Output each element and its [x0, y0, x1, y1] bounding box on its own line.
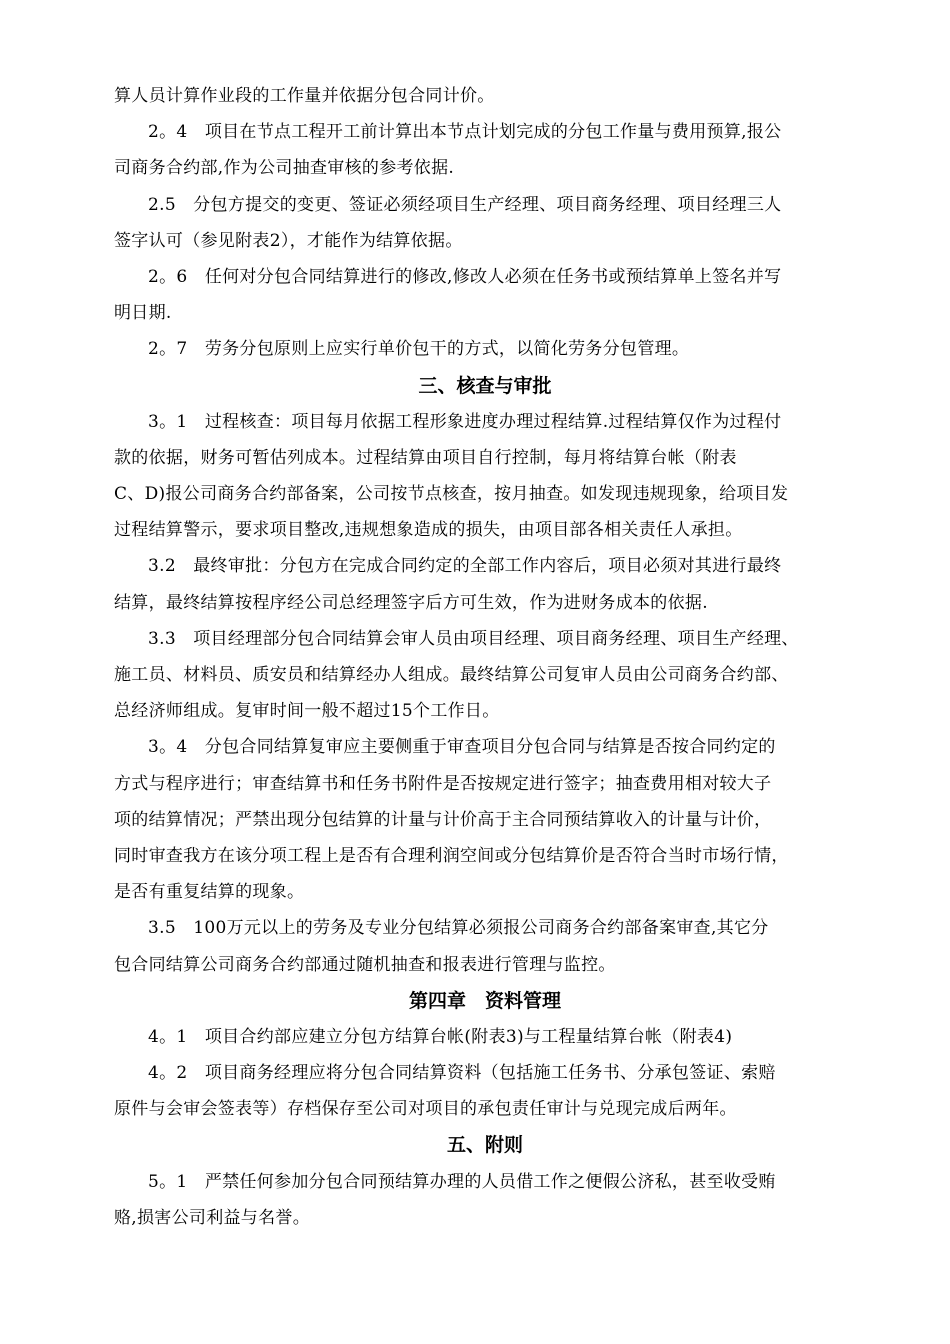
text-line: 方式与程序进行；审查结算书和任务书附件是否按规定进行签字；抽查费用相对较大子	[114, 773, 772, 794]
text-line: C、D)报公司商务合约部备案，公司按节点核查，按月抽查。如发现违规现象，给项目发	[114, 484, 789, 505]
text-line: 赂,损害公司利益与名誉。	[114, 1207, 311, 1228]
text-line: 算人员计算作业段的工作量并依据分包合同计价。	[114, 86, 495, 106]
text-line: 2.5 分包方提交的变更、签证必须经项目生产经理、项目商务经理、项目经理三人	[148, 194, 782, 215]
text-line: 2。4 项目在节点工程开工前计算出本节点计划完成的分包工作量与费用预算,报公	[148, 122, 782, 143]
text-line: 3。1 过程核查：项目每月依据工程形象进度办理过程结算.过程结算仅作为过程付	[148, 411, 782, 432]
text-line: 款的依据，财务可暂估列成本。过程结算由项目自行控制，每月将结算台帐（附表	[114, 447, 737, 468]
text-line: 过程结算警示，要求项目整改,违规想象造成的损失，由项目部各相关责任人承担。	[114, 520, 743, 541]
text-line: 是否有重复结算的现象。	[114, 882, 305, 903]
text-line: 2。7 劳务分包原则上应实行单价包干的方式，以简化劳务分包管理。	[148, 339, 690, 360]
text-line: 2。6 任何对分包合同结算进行的修改,修改人必须在任务书或预结算单上签名并写	[148, 266, 782, 287]
text-line: 总经济师组成。复审时间一般不超过15个工作日。	[114, 701, 500, 722]
text-line: 司商务合约部,作为公司抽查审核的参考依据.	[114, 158, 455, 179]
text-line: 项的结算情况；严禁出现分包结算的计量与计价高于主合同预结算收入的计量与计价，	[114, 809, 772, 830]
text-line: 4。1 项目合约部应建立分包方结算台帐(附表3)与工程量结算台帐（附表4)	[148, 1026, 733, 1047]
text-line: 施工员、材料员、质安员和结算经办人组成。最终结算公司复审人员由公司商务合约部、	[114, 665, 789, 685]
document-body	[114, 78, 856, 1236]
text-line: 原件与会审会签表等）存档保存至公司对项目的承包责任审计与兑现完成后两年。	[114, 1099, 737, 1120]
text-line: 3.5 100万元以上的劳务及专业分包结算必须报公司商务合约部备案审查,其它分	[148, 918, 769, 939]
section-heading: 三、核查与审批	[418, 374, 552, 397]
text-line: 3.3 项目经理部分包合同结算会审人员由项目经理、项目商务经理、项目生产经理、	[148, 628, 799, 649]
text-line: 明日期.	[114, 303, 172, 324]
text-line: 签字认可（参见附表2），才能作为结算依据。	[114, 230, 463, 251]
text-line: 包合同结算公司商务合约部通过随机抽查和报表进行管理与监控。	[114, 954, 616, 975]
text-line: 4。2 项目商务经理应将分包合同结算资料（包括施工任务书、分承包签证、索赔	[148, 1063, 776, 1084]
section-heading: 五、附则	[446, 1134, 523, 1157]
text-line: 5。1 严禁任何参加分包合同预结算办理的人员借工作之便假公济私，甚至收受贿	[148, 1171, 776, 1192]
text-line: 3.2 最终审批：分包方在完成合同约定的全部工作内容后，项目必须对其进行最终	[148, 556, 782, 577]
text-line: 结算，最终结算按程序经公司总经理签字后方可生效，作为进财务成本的依据.	[114, 592, 708, 613]
section-heading: 第四章 资料管理	[408, 989, 561, 1012]
text-line: 同时审查我方在该分项工程上是否有合理利润空间或分包结算价是否符合当时市场行情，	[114, 845, 789, 866]
text-line: 3。4 分包合同结算复审应主要侧重于审查项目分包合同与结算是否按合同约定的	[148, 737, 776, 758]
